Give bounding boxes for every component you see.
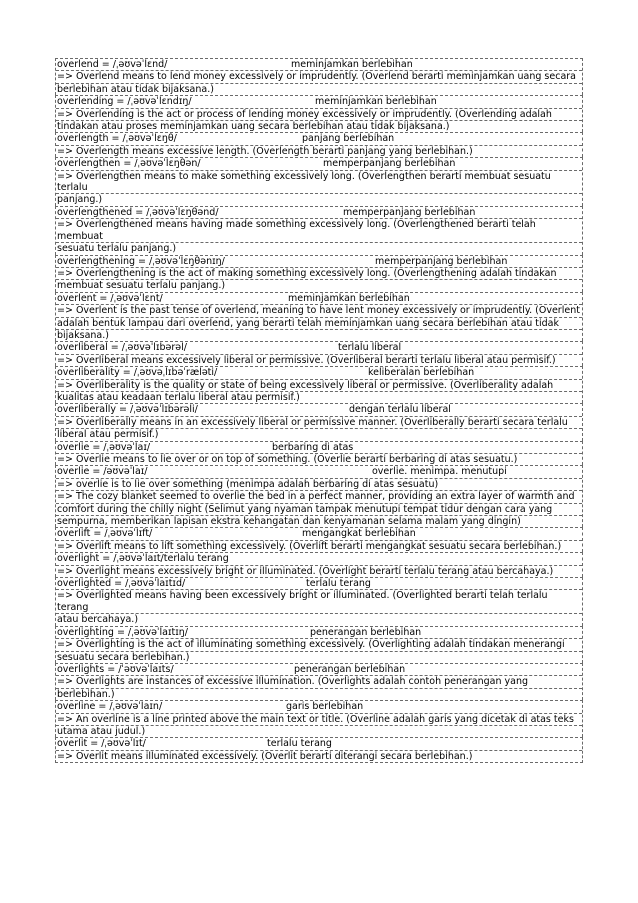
entry-headword-row — [56, 404, 582, 416]
definition-line: => Overlighted means having been excessively bright or illuminated. (Overlighted berarti telah terlalu terang — [56, 590, 582, 614]
definition-line: => Overlend means to lend money excessively or imprudently. (Overlend berarti meminjamkan uang secara — [56, 71, 582, 83]
definition-line: => Overlengthened means having made something excessively long. (Overlengthened berarti telah membuat — [56, 219, 582, 243]
headword-pronunciation: overlent = /ˌəʊvəˈlɛnt/ — [57, 292, 163, 304]
headword-pronunciation: overlengthen = /ˌəʊvəˈlɛŋθən/ — [57, 158, 201, 170]
dictionary-entry — [55, 206, 583, 255]
dictionary-entry — [55, 577, 583, 626]
definition-line: bijaksana.) — [57, 329, 109, 341]
entry-headword-row — [56, 59, 582, 71]
dictionary-entry — [55, 58, 583, 95]
translation: memperpanjang berlebihan — [343, 206, 476, 218]
definition-line: => An overline is a line printed above the main text or title. (Overline adalah garis yang dicetak di atas teks — [56, 714, 582, 726]
dictionary-entry — [55, 403, 583, 440]
entry-headword-row — [56, 96, 582, 108]
headword-pronunciation: overlit = /ˌəʊvəˈlɪt/ — [57, 738, 146, 750]
entry-headword-row — [56, 158, 582, 170]
headword-pronunciation: overlend = /ˌəʊvəˈlɛnd/ — [57, 59, 168, 70]
translation: terlalu terang — [267, 738, 332, 750]
translation: garis berlebihan — [286, 701, 364, 713]
headword-pronunciation: overlighted = /ˌəʊvəˈlaɪtɪd/ — [57, 578, 186, 590]
entry-headword-row — [56, 133, 582, 145]
translation: meminjamkan berlebihan — [291, 59, 413, 70]
dictionary-entry — [55, 700, 583, 737]
definition-line: kualitas atau keadaan terlalu liberal atau permisif.) — [57, 391, 300, 403]
translation: meminjamkan berlebihan — [288, 292, 410, 304]
entry-headword-row — [56, 528, 582, 540]
definition-line: => Overlent is the past tense of overlend, meaning to have lent money excessively or imprudently. (Overlent — [56, 305, 582, 317]
translation: overlie. menimpa. menutupi — [372, 466, 507, 478]
dictionary-page — [55, 58, 583, 763]
translation: penerangan berlebihan — [310, 626, 422, 638]
translation: meminjamkan berlebihan — [315, 96, 437, 108]
translation: keliberalan berlebihan — [368, 367, 475, 379]
definition-line: adalah bentuk lampau dari overlend, yang berarti telah meminjamkan uang secara berlebihan atau tidak — [56, 318, 582, 330]
dictionary-entry — [55, 132, 583, 157]
dictionary-entry — [55, 552, 583, 577]
translation: berbaring di atas — [272, 441, 354, 453]
entry-headword-row — [56, 256, 582, 268]
definition-line: => Overliberality is the quality or state of being excessively liberal or permissive. (Overliberality adalah — [56, 380, 582, 392]
dictionary-entry — [55, 95, 583, 132]
definition-line: sesuatu terlalu panjang.) — [57, 243, 177, 255]
entry-headword-row — [56, 627, 582, 639]
headword-pronunciation: overline = /ˌəʊvəˈlaɪn/ — [57, 701, 163, 713]
definition-line: => Overliberally means in an excessively liberal or permissive manner. (Overliberally berarti secara terlalu — [56, 417, 582, 429]
definition-line: => Overlit means illuminated excessively. (Overlit berarti diterangi secara berlebihan.) — [57, 750, 473, 762]
headword-pronunciation: overlie = /əʊvəˈlaɪ/ — [57, 466, 148, 478]
headword-pronunciation: overlie = /ˌəʊvəˈlaɪ/ — [57, 441, 151, 453]
entry-headword-row — [56, 738, 582, 750]
definition-line: panjang.) — [57, 194, 103, 206]
definition-line: => overlie is to lie over something (menimpa adalah berbaring di atas sesuatu) — [56, 479, 582, 491]
dictionary-entry — [55, 737, 583, 763]
headword-pronunciation: overliberal = /ˌəʊvəˈlɪbərəl/ — [57, 342, 187, 354]
definition-line: => Overlighting is the act of illuminating something excessively. (Overlighting adalah tindakan menerangi — [56, 639, 582, 651]
definition-line: => Overlending is the act or process of lending money excessively or imprudently. (Overlending adalah — [56, 109, 582, 121]
definition-line: membuat sesuatu terlalu panjang.) — [57, 280, 226, 292]
definition-line: => Overlengthening is the act of making something excessively long. (Overlengthening adalah tindakan — [56, 268, 582, 280]
definition-line: atau bercahaya.) — [57, 614, 139, 626]
entry-headword-row — [56, 664, 582, 676]
headword-pronunciation: overliberality = /ˌəʊvəˌlɪbəˈræləti/ — [57, 367, 218, 379]
definition-line: => Overlengthen means to make something excessively long. (Overlengthen berarti membuat sesuatu terlalu — [56, 171, 582, 195]
definition-line: utama atau judul.) — [57, 725, 146, 737]
definition-line: sempurna, memberikan lapisan ekstra kehangatan dan kenyamanan selama malam yang dingin) — [57, 516, 521, 528]
translation: memperpanjang berlebihan — [375, 255, 508, 267]
definition-line: => The cozy blanket seemed to overlie the bed in a perfect manner, providing an extra layer of warmth and — [56, 491, 582, 503]
dictionary-entry — [55, 465, 583, 527]
headword-pronunciation: overlights = /ˈəʊvəˈlaɪts/ — [57, 663, 174, 675]
definition-line: sesuatu secara berlebihan.) — [57, 651, 190, 663]
dictionary-entry — [55, 527, 583, 552]
entry-headword-row — [56, 293, 582, 305]
translation: memperpanjang berlebihan — [323, 158, 456, 170]
dictionary-entry — [55, 441, 583, 466]
definition-line: => Overlight means excessively bright or illuminated. (Overlight berarti terlalu terang atau bercahaya.) — [57, 565, 554, 577]
headword-pronunciation: overlengthening = /ˌəʊvəˈlɛŋθənɪŋ/ — [57, 255, 225, 267]
entry-headword-row — [56, 367, 582, 379]
definition-line: liberal atau permisif.) — [57, 429, 159, 441]
entry-headword-row — [56, 442, 582, 454]
headword-pronunciation: overlighting = /ˌəʊvəˈlaɪtɪŋ/ — [57, 626, 189, 638]
definition-line: => Overlength means excessive length. (Overlength berarti panjang yang berlebihan.) — [57, 145, 473, 157]
translation: penerangan berlebihan — [294, 663, 406, 675]
entry-headword-row — [56, 578, 582, 590]
entry-headword-row — [56, 701, 582, 713]
dictionary-entry — [55, 341, 583, 366]
headword-pronunciation: overlift = /ˌəʊvəˈlɪft/ — [57, 528, 153, 540]
definition-line: => Overlift means to lift something excessively. (Overlift berarti mengangkat sesuatu secara berlebihan.) — [57, 540, 562, 552]
dictionary-entry — [55, 157, 583, 206]
dictionary-entry — [55, 663, 583, 700]
dictionary-entry — [55, 626, 583, 663]
entry-headword-row — [56, 207, 582, 219]
definition-line: => Overliberal means excessively liberal or permissive. (Overliberal berarti terlalu liberal atau permisif.) — [57, 354, 556, 366]
translation: dengan terlalu liberal — [349, 404, 451, 416]
entry-headword-row — [56, 342, 582, 354]
entry-headword-row — [56, 553, 582, 565]
dictionary-entry — [55, 292, 583, 342]
headword-pronunciation: overlengthened = /ˌəʊvəˈlɛŋθənd/ — [57, 206, 219, 218]
headword-pronunciation: overlength = /ˌəʊvəˈlɛŋθ/ — [57, 133, 177, 145]
definition-line: tindakan atau proses meminjamkan uang secara berlebihan atau tidak bijaksana.) — [57, 121, 450, 133]
definition-line: comfort during the chilly night (Selimut yang nyaman tampak menutupi tempat tidur dengan cara yang — [56, 504, 582, 516]
definition-line: berlebihan.) — [57, 688, 115, 700]
translation: panjang berlebihan — [302, 133, 395, 145]
headword-pronunciation: overlight = /ˌəʊvəˈlaɪt/terlalu terang — [57, 553, 229, 565]
translation: terlalu liberal — [338, 342, 402, 354]
translation: mengangkat berlebihan — [302, 528, 416, 540]
entry-headword-row — [56, 466, 582, 478]
definition-line: => Overlights are instances of excessive illumination. (Overlights adalah contoh penerangan yang — [56, 676, 582, 688]
definition-line: berlebihan atau tidak bijaksana.) — [57, 83, 214, 95]
definition-line: => Overlie means to lie over or on top of something. (Overlie berarti berbaring di atas sesuatu.) — [57, 454, 518, 465]
headword-pronunciation: overliberally = /ˌəʊvəˈlɪbərəli/ — [57, 404, 198, 416]
dictionary-entry — [55, 255, 583, 292]
translation: terlalu terang — [306, 578, 371, 590]
headword-pronunciation: overlending = /ˌəʊvəˈlɛndɪŋ/ — [57, 96, 192, 108]
dictionary-entry — [55, 366, 583, 403]
